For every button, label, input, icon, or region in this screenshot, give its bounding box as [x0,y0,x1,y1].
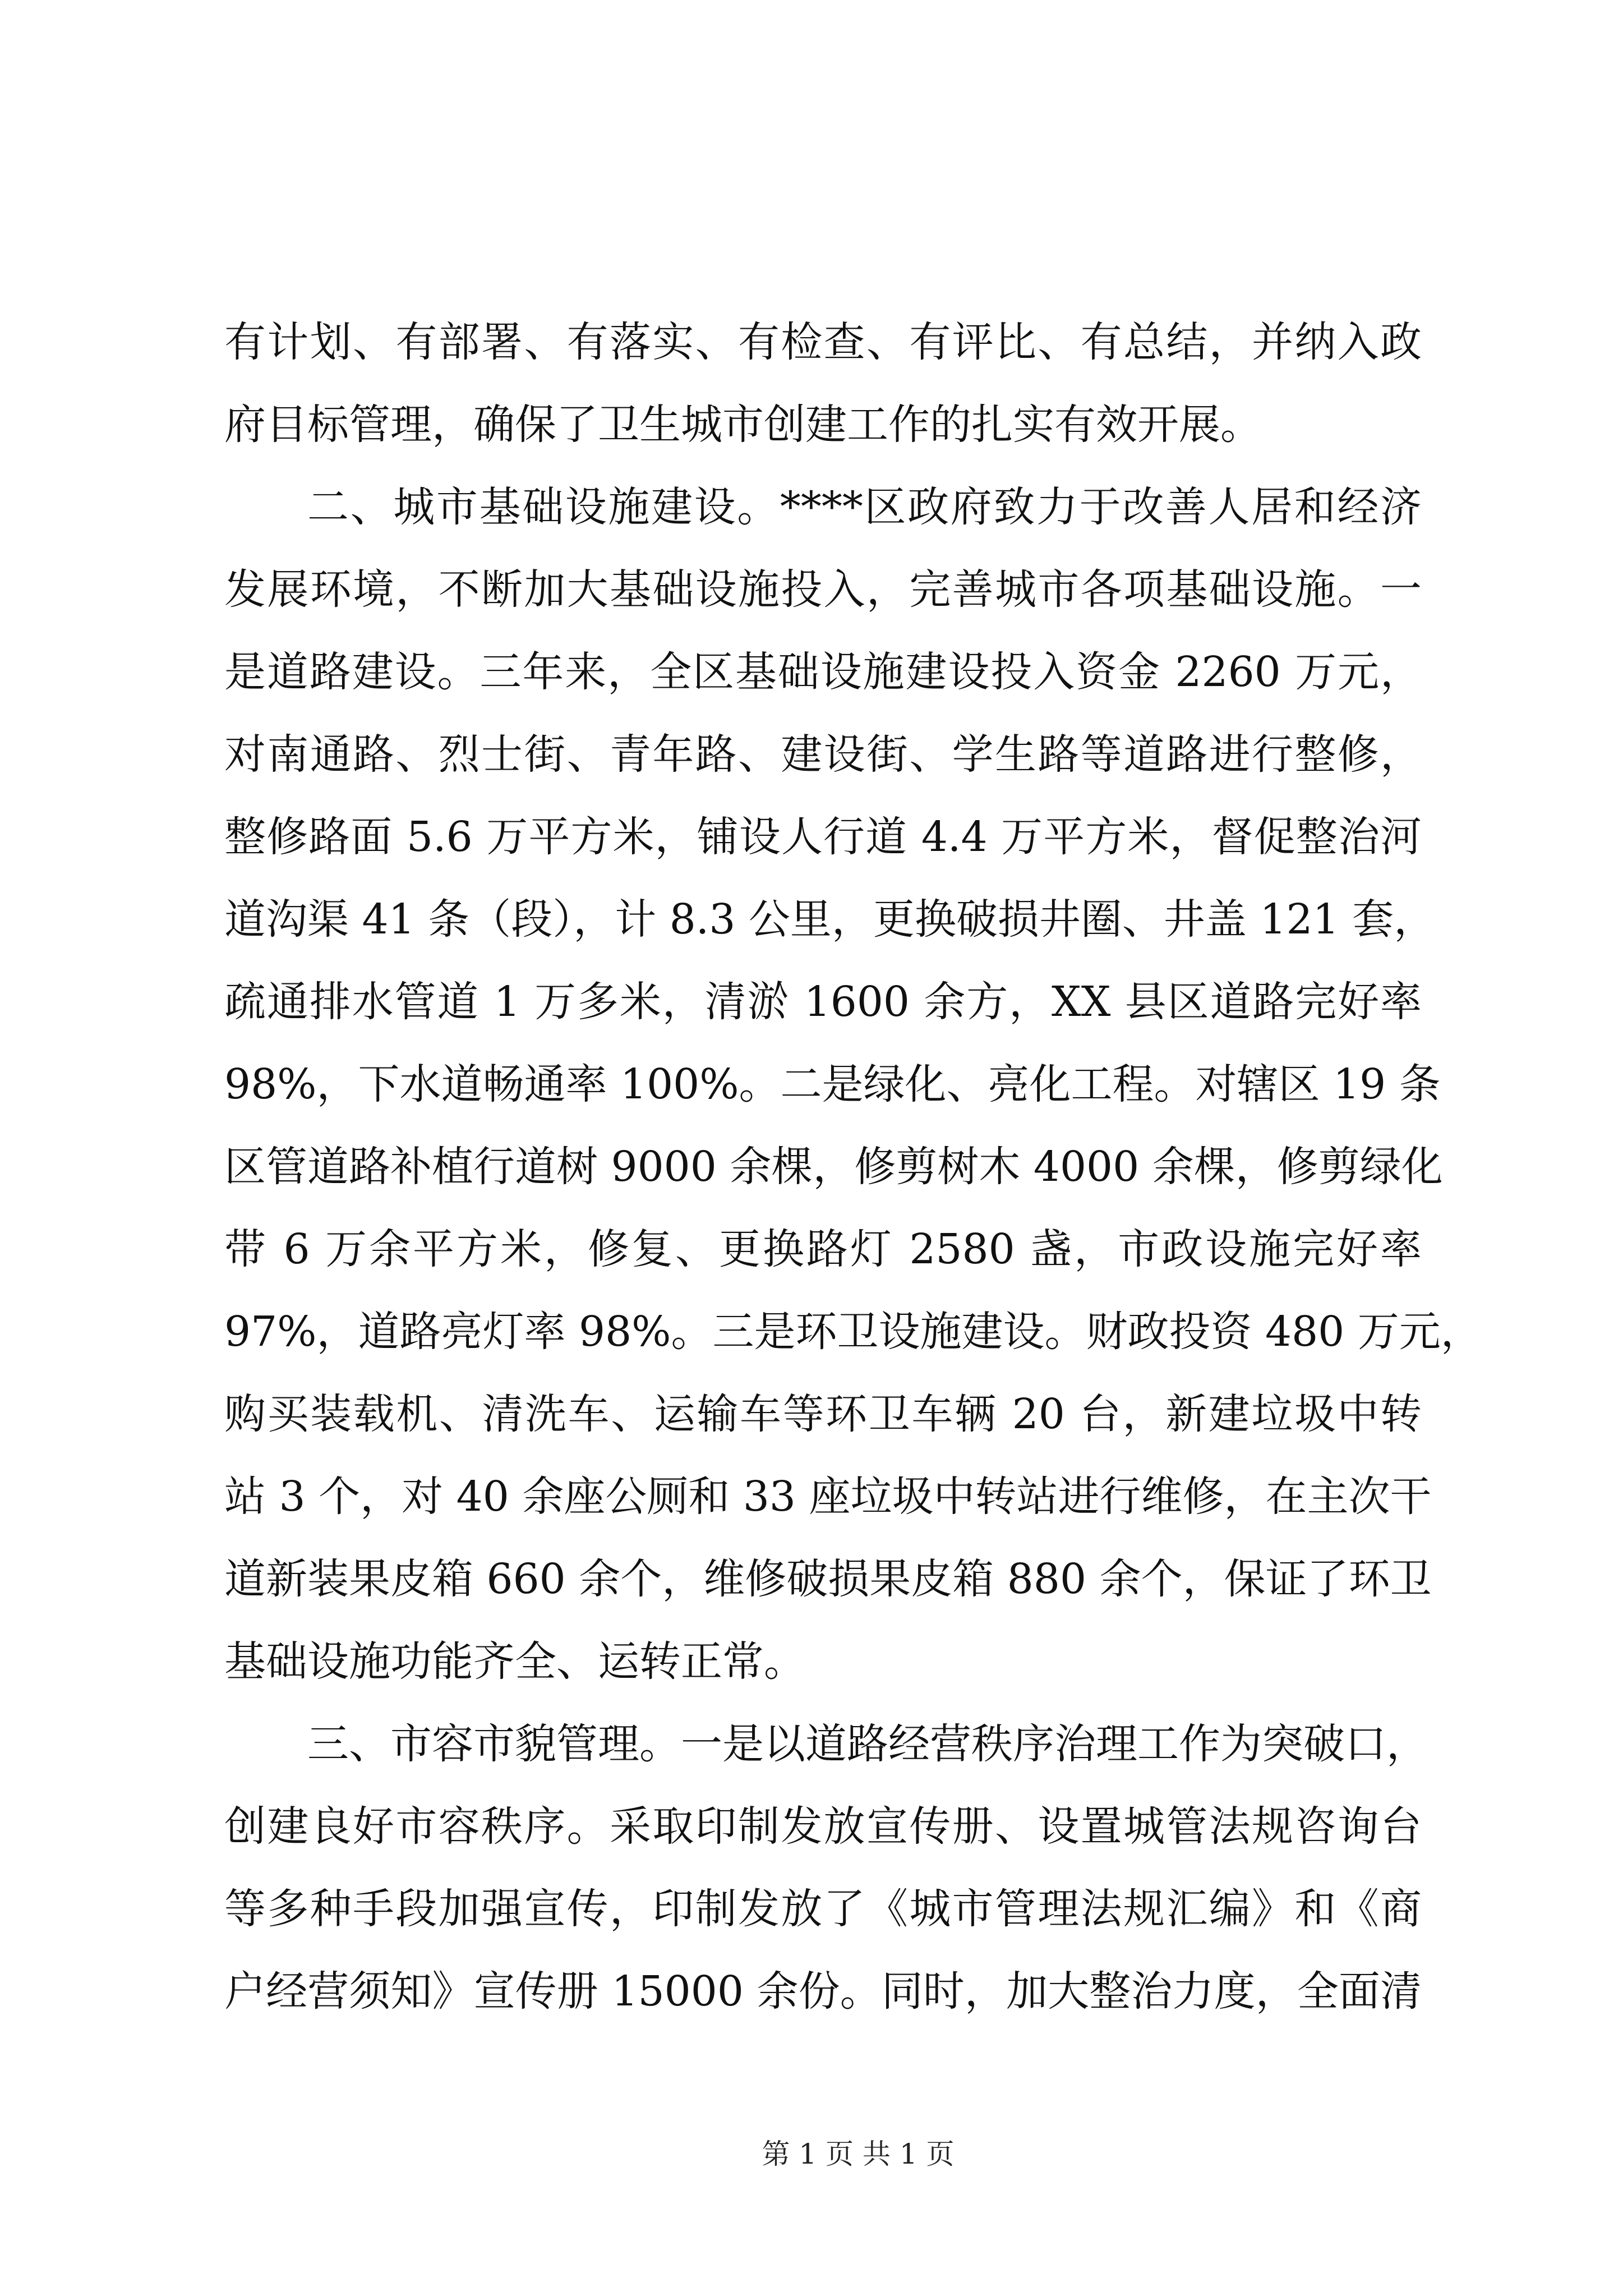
text-line: 户经营须知》宣传册 15000 余份。同时，加大整治力度，全面清 [224,1967,1422,2016]
text-line: 站 3 个，对 40 余座公厕和 33 座垃圾中转站进行维修，在主次干 [224,1473,1432,1521]
text-line: 带 6 万余平方米，修复、更换路灯 2580 盏，市政设施完好率 [224,1225,1422,1273]
text-line: 区管道路补植行道树 9000 余棵，修剪树木 4000 余棵，修剪绿化 [224,1143,1443,1191]
text-line: 购买装载机、清洗车、运输车等环卫车辆 20 台，新建垃圾中转 [224,1390,1422,1438]
text-line: 二、城市基础设施建设。****区政府致力于改善人居和经济 [307,483,1422,531]
text-line: 疏通排水管道 1 万多米，清淤 1600 余方，XX 县区道路完好率 [224,978,1422,1026]
document-body [224,301,1482,2033]
text-line: 发展环境，不断加大基础设施投入，完善城市各项基础设施。一 [224,565,1422,614]
paragraph-city-appearance [224,1703,1428,2033]
text-line: 98%，下水道畅通率 100%。二是绿化、亮化工程。对辖区 19 条 [224,1060,1441,1108]
page-number-footer: 第 1 页 共 1 页 [762,2138,955,2170]
text-line: 创建良好市容秩序。采取印制发放宣传册、设置城管法规咨询台 [224,1802,1422,1851]
text-line: 97%，道路亮灯率 98%。三是环卫设施建设。财政投资 480 万元， [224,1308,1482,1356]
text-line: 三、市容市貌管理。一是以道路经营秩序治理工作为突破口， [307,1720,1428,1768]
text-line: 道沟渠 41 条（段），计 8.3 公里，更换破损井圈、井盖 121 套， [224,895,1436,944]
text-line: 有计划、有部署、有落实、有检查、有评比、有总结，并纳入政 [224,318,1422,366]
paragraph-continued-intro [224,301,1422,466]
text-line: 等多种手段加强宣传，印制发放了《城市管理法规汇编》和《商 [224,1885,1422,1933]
text-line: 府目标管理，确保了卫生城市创建工作的扎实有效开展。 [224,401,1262,449]
text-line: 道新装果皮箱 660 余个，维修破损果皮箱 880 余个，保证了环卫 [224,1555,1432,1603]
text-line: 基础设施功能齐全、运转正常。 [224,1637,805,1686]
text-line: 整修路面 5.6 万平方米，铺设人行道 4.4 万平方米，督促整治河 [224,813,1422,861]
text-line: 对南通路、烈士街、青年路、建设街、学生路等道路进行整修， [224,730,1422,779]
paragraph-infrastructure [224,466,1482,1703]
text-line: 是道路建设。三年来，全区基础设施建设投入资金 2260 万元， [224,648,1422,696]
